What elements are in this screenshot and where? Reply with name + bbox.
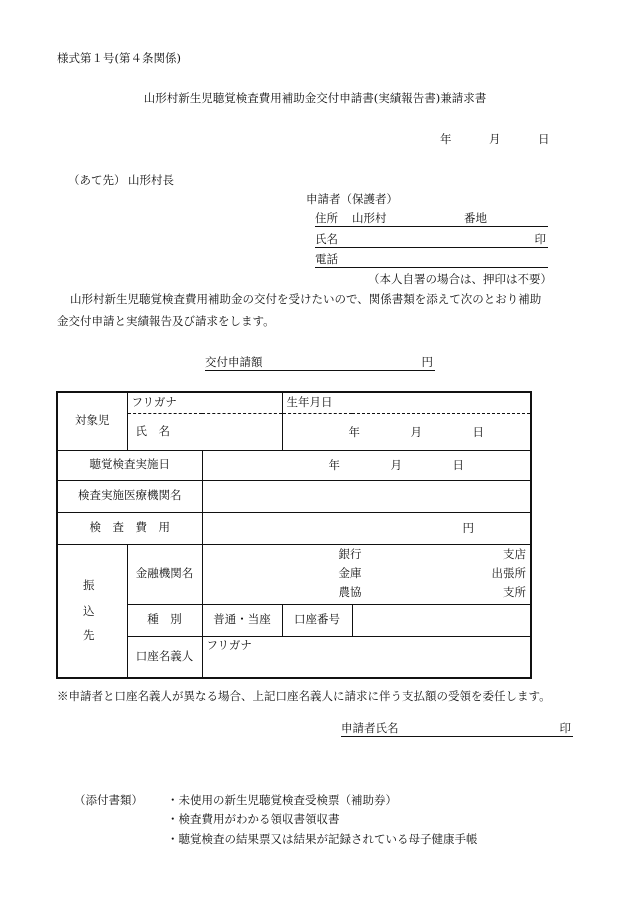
- subject-child-label: 対象児: [57, 392, 127, 450]
- exam-cost-field[interactable]: [202, 512, 531, 544]
- birth-month: 月: [410, 424, 422, 439]
- transfer-destination-label: 振 込 先: [57, 544, 127, 678]
- applicant-heading: 申請者（保護者）: [306, 192, 398, 206]
- sub-branch-text: 出張所: [491, 565, 526, 580]
- self-sign-note: （本人自署の場合は、押印は不要）: [368, 272, 552, 286]
- application-table: [56, 391, 532, 679]
- credit-union-text: 金庫: [338, 565, 362, 580]
- grant-amount-label: 交付申請額: [205, 355, 263, 369]
- account-number-field[interactable]: [352, 604, 531, 636]
- attachment-item: ・未使用の新生児聴覚検査受検票（補助券）: [167, 793, 397, 807]
- office-text: 支所: [503, 584, 526, 599]
- page-title: 山形村新生児聴覚検査費用補助金交付申請書(実績報告書)兼請求書: [143, 91, 487, 105]
- body-text-line1: 山形村新生児聴覚検査費用補助金の交付を受けたいので、関係書類を添えて次のとおり補助: [70, 292, 542, 306]
- holder-furigana-label: フリガナ: [206, 637, 252, 652]
- date-day: 日: [538, 132, 550, 146]
- institution-field[interactable]: [202, 480, 531, 512]
- delegation-note: ※申請者と口座名義人が異なる場合、上記口座名義人に請求に伴う支払額の受領を委任します。: [57, 689, 551, 703]
- branch-text: 支店: [503, 546, 526, 561]
- body-text-line2: 金交付申請と実績報告及び請求をします。: [57, 314, 275, 328]
- furigana-label: フリガナ: [131, 394, 177, 409]
- address-suffix: 番地: [464, 211, 487, 225]
- exam-date-field[interactable]: [202, 450, 531, 480]
- birth-day: 日: [472, 424, 484, 439]
- exam-date-label: 聴覚検査実施日: [57, 450, 202, 480]
- form-number: 様式第１号(第４条関係): [57, 51, 181, 65]
- coop-text: 農協: [338, 584, 362, 599]
- name-line[interactable]: [315, 233, 548, 248]
- signature-label: 申請者氏名: [341, 721, 399, 735]
- exam-cost-label: 検 査 費 用: [57, 512, 202, 544]
- account-holder-field[interactable]: [202, 636, 531, 678]
- applicant-signature-line[interactable]: [341, 722, 573, 737]
- exam-month: 月: [390, 457, 402, 472]
- address-village: 山形村: [352, 211, 387, 225]
- bank-text: 銀行: [338, 546, 362, 561]
- account-holder-label: 口座名義人: [127, 636, 202, 678]
- phone-label: 電話: [315, 252, 338, 266]
- birthdate-label: 生年月日: [286, 394, 333, 409]
- addressee-name: 山形村長: [128, 173, 174, 187]
- date-month: 月: [489, 132, 501, 146]
- exam-day: 日: [452, 457, 464, 472]
- attachments-label: （添付書類）: [74, 793, 143, 807]
- address-label: 住所: [315, 211, 338, 225]
- institution-label: 検査実施医療機関名: [57, 480, 202, 512]
- date-year: 年: [440, 132, 452, 146]
- account-type-value[interactable]: 普通・当座: [202, 604, 282, 636]
- birthdate-label-cell: [282, 392, 531, 413]
- grant-amount-unit: 円: [421, 355, 433, 369]
- account-type-label: 種 別: [127, 604, 202, 636]
- bank-field[interactable]: [202, 544, 531, 604]
- attachment-item: ・聴覚検査の結果票又は結果が記録されている母子健康手帳: [167, 832, 478, 846]
- grant-amount-line[interactable]: [205, 356, 435, 371]
- address-line[interactable]: [315, 212, 548, 227]
- exam-year: 年: [328, 457, 340, 472]
- furigana-field[interactable]: [127, 392, 282, 413]
- child-name-field[interactable]: [127, 413, 282, 450]
- name-label: 氏名: [315, 232, 338, 246]
- signature-seal: 印: [559, 721, 571, 735]
- birth-year: 年: [348, 424, 360, 439]
- seal-mark: 印: [534, 232, 546, 246]
- birthdate-field[interactable]: [282, 413, 531, 450]
- cost-yen-unit: 円: [462, 520, 474, 535]
- attachment-item: ・検査費用がわかる領収書領収書: [167, 812, 340, 826]
- phone-line[interactable]: [315, 253, 548, 268]
- account-number-label: 口座番号: [282, 604, 352, 636]
- child-name-label: 氏 名: [135, 423, 170, 438]
- addressee-label: （あて先）: [68, 173, 126, 187]
- bank-label: 金融機関名: [127, 544, 202, 604]
